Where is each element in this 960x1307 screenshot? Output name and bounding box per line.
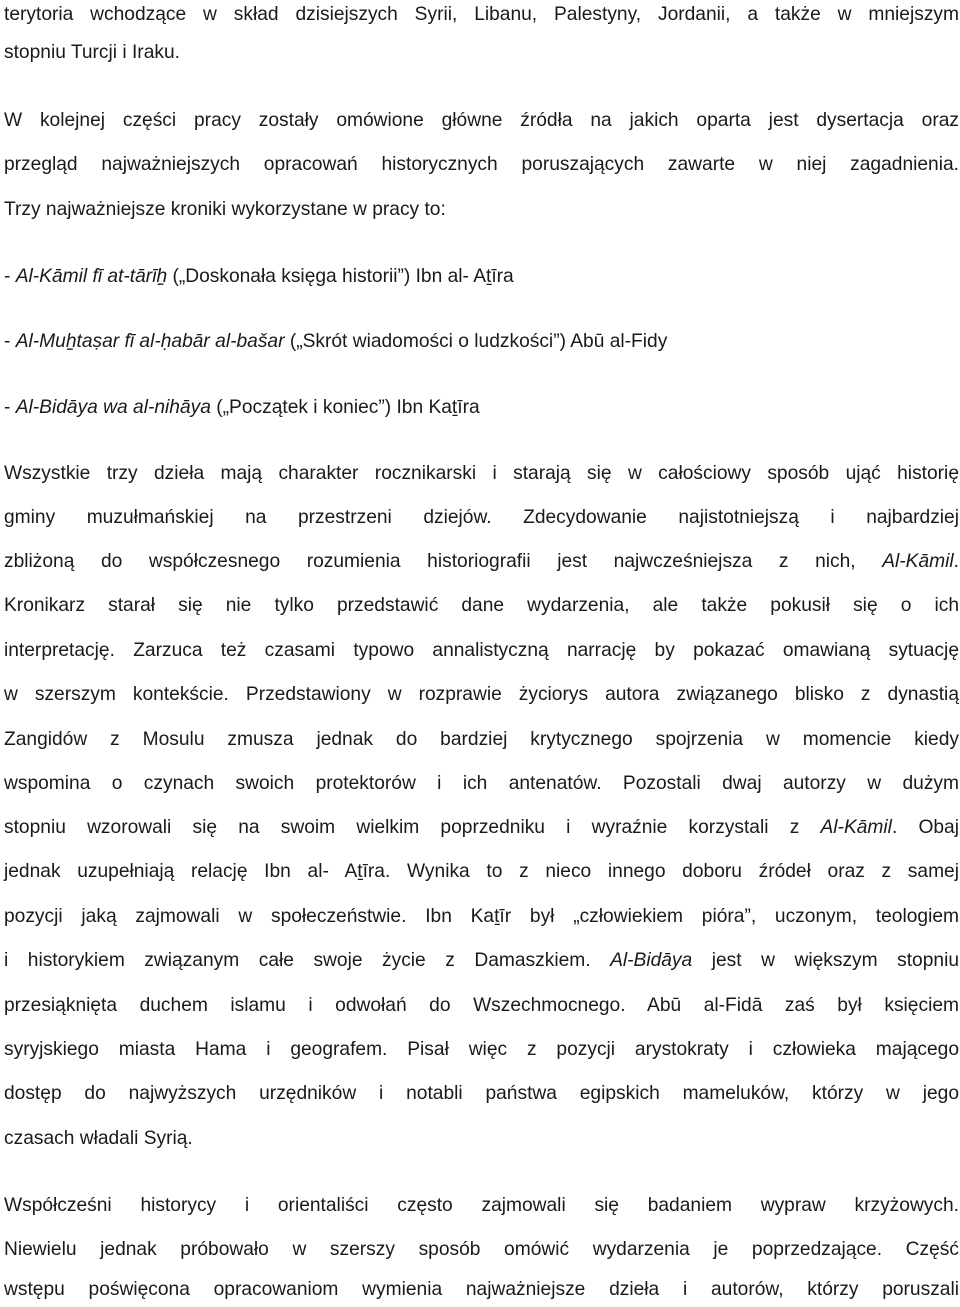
text-line: czasach władali Syrią. bbox=[4, 1128, 193, 1149]
book-title: Al-Muẖtaṣar fī al-ḥabār al-bašar bbox=[15, 331, 285, 352]
text-line: Wszystkie trzy dzieła mają charakter rocznikarski i starają się w całościowy sposób ująć historię bbox=[4, 463, 959, 484]
list-item: - Al-Muẖtaṣar fī al-ḥabār al-bašar („Skrót wiadomości o ludzkości”) Abū al-Fidy bbox=[4, 331, 668, 352]
book-title: Al-Bidāya bbox=[610, 950, 693, 971]
book-title: Al-Kāmil bbox=[882, 551, 954, 572]
text-line: W kolejnej części pracy zostały omówione główne źródła na jakich oparta jest dysertacja oraz bbox=[4, 110, 959, 131]
text-line: Trzy najważniejsze kroniki wykorzystane w pracy to: bbox=[4, 199, 446, 220]
text-line: Współcześni historycy i orientaliści często zajmowali się badaniem wypraw krzyżowych. bbox=[4, 1195, 959, 1216]
text-line: dostęp do najwyższych urzędników i notabli państwa egipskich mameluków, którzy w jego bbox=[4, 1083, 959, 1104]
book-title: Al-Kāmil bbox=[820, 817, 892, 838]
text-line: interpretację. Zarzuca też czasami typowo annalistyczną narrację by pokazać omawianą sytuację bbox=[4, 640, 959, 661]
text-line: syryjskiego miasta Hama i geografem. Pisał więc z pozycji arystokraty i człowieka mającego bbox=[4, 1039, 959, 1060]
text-line: przegląd najważniejszych opracowań historycznych poruszających zawarte w niej zagadnienia. bbox=[4, 154, 959, 175]
text-line: stopniu wzorowali się na swoim wielkim poprzedniku i wyraźnie korzystali z Al-Kāmil. Obaj bbox=[4, 817, 959, 838]
text-line: Zangidów z Mosulu zmusza jednak do bardziej krytycznego spojrzenia w momencie kiedy bbox=[4, 729, 959, 750]
list-item: - Al-Kāmil fī at-tārīẖ („Doskonała księga historii”) Ibn al- Aṯīra bbox=[4, 266, 514, 287]
text-line: w szerszym kontekście. Przedstawiony w rozprawie życiorys autora związanego blisko z dynastią bbox=[4, 684, 959, 705]
text-line: stopniu Turcji i Iraku. bbox=[4, 42, 180, 63]
text-line: jednak uzupełniają relację Ibn al- Aṯīra. Wynika to z nieco innego doboru źródeł oraz z samej bbox=[4, 861, 959, 882]
text-line: przesiąknięta duchem islamu i odwołań do Wszechmocnego. Abū al-Fidā zaś był księciem bbox=[4, 995, 959, 1016]
book-title: Al-Bidāya wa al-nihāya bbox=[15, 397, 211, 418]
list-item: - Al-Bidāya wa al-nihāya („Początek i koniec”) Ibn Kaṯīra bbox=[4, 397, 480, 418]
book-title: Al-Kāmil fī at-tārīẖ bbox=[15, 266, 168, 287]
text-line: zbliżoną do współczesnego rozumienia historiografii jest najwcześniejsza z nich, Al-Kāmil. bbox=[4, 551, 959, 572]
text-line: gminy muzułmańskiej na przestrzeni dziejów. Zdecydowanie najistotniejszą i najbardziej bbox=[4, 507, 959, 528]
text-line: pozycji jaką zajmowali w społeczeństwie. Ibn Kaṯīr był „człowiekiem pióra”, uczonym, teologiem bbox=[4, 906, 959, 927]
text-line: wstępu poświęcona opracowaniom wymienia najważniejsze dzieła i autorów, którzy poruszali bbox=[4, 1279, 959, 1300]
text-line: Niewielu jednak próbowało w szerszy sposób omówić wydarzenia je poprzedzające. Część bbox=[4, 1239, 959, 1260]
text-line: Kronikarz starał się nie tylko przedstawić dane wydarzenia, ale także pokusił się o ich bbox=[4, 595, 959, 616]
text-line: i historykiem związanym całe swoje życie z Damaszkiem. Al-Bidāya jest w większym stopniu bbox=[4, 950, 959, 971]
text-line: terytoria wchodzące w skład dzisiejszych Syrii, Libanu, Palestyny, Jordanii, a także w mniejszym bbox=[4, 4, 959, 25]
text-line: wspomina o czynach swoich protektorów i ich antenatów. Pozostali dwaj autorzy w dużym bbox=[4, 773, 959, 794]
